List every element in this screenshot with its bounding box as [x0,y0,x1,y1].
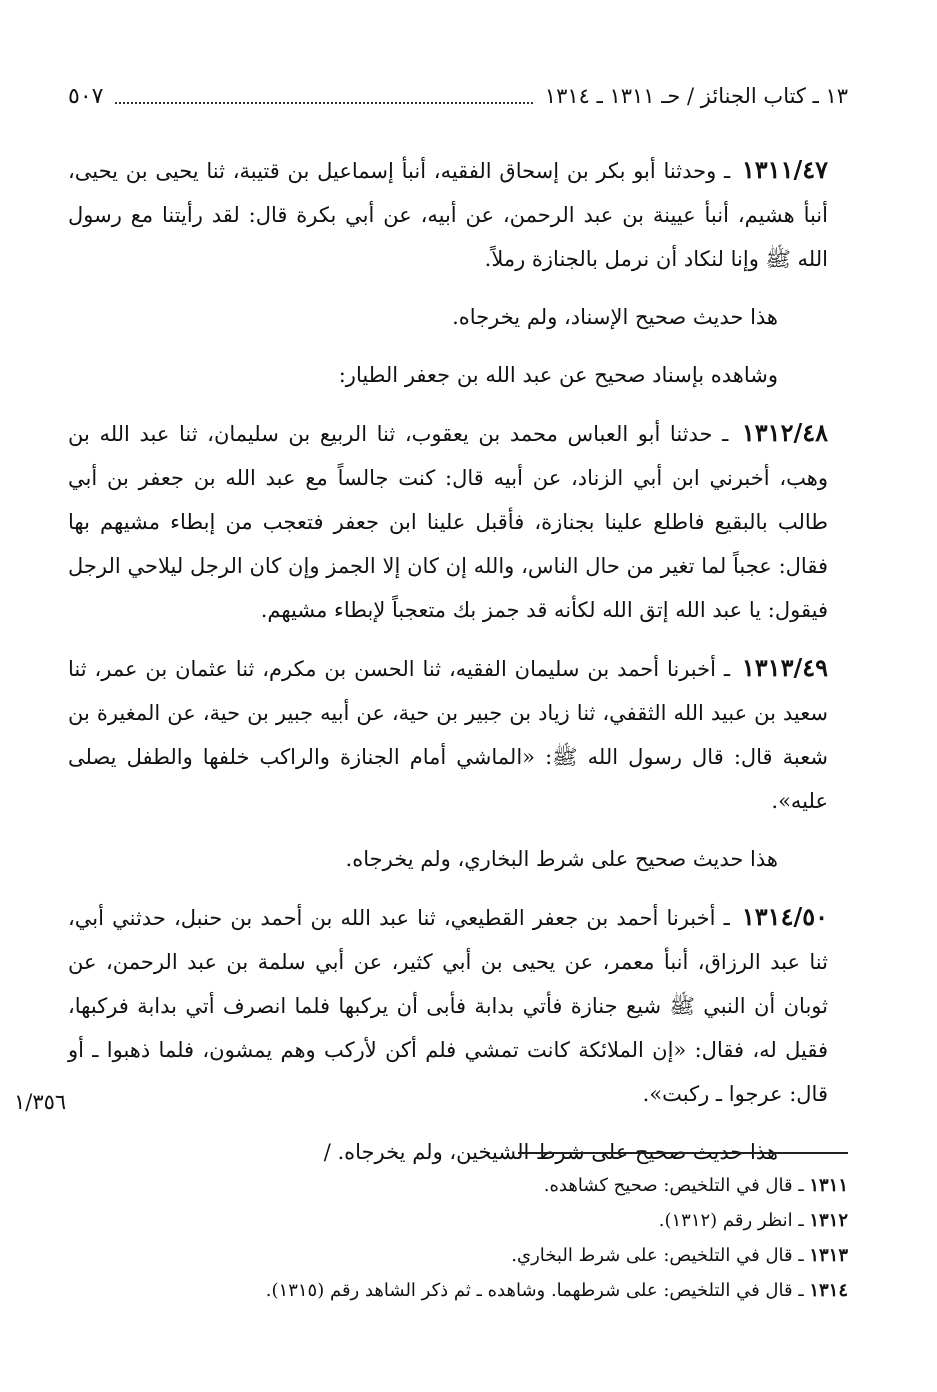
hadith-number: ١٣١٢/٤٨ [741,418,828,447]
footnotes [68,1168,848,1308]
hadith-paragraph [68,895,848,1116]
hadith-paragraph [68,148,848,281]
footnote-number: ١٣١١ [809,1175,848,1196]
footnote-text: ـ قال في التلخيص: على شرطهما. وشاهده ـ ثم ذكر الشاهد رقم (١٣١٥). [265,1280,810,1301]
footnote-number: ١٣١٣ [809,1245,848,1266]
hadith-text: ـ أخبرنا أحمد بن سليمان الفقيه، ثنا الحسن بن مكرم، ثنا عثمان بن عمر، ثنا سعيد بن عبيد الله الثقفي، ثنا زياد بن جبير بن حية، عن أبيه جبير بن حية، عن المغيرة بن شعبة قال: قال رسول الله ﷺ: «الماشي أمام الجنازة والراكب خلفها والطفل يصلى عليه». [68,657,828,813]
hadith-text: ـ أخبرنا أحمد بن جعفر القطيعي، ثنا عبد الله بن أحمد بن حنبل، حدثني أبي، ثنا عبد الرزاق، أنبأ معمر، عن يحيى بن أبي كثير، عن أبي سلمة بن عبد الرحمن، عن ثوبان أن النبي ﷺ شيع جنازة فأتي بدابة فأبى أن يركبها فلما انصرف أتي بدابة فركبها، فقيل له، فقال: «إن الملائكة كانت تمشي فلم أكن لأركب وهم يمشون، فلما ذهبوا ـ أو قال: عرجوا ـ ركبت». [68,906,828,1106]
footnote [68,1203,848,1238]
hadith-text: ـ حدثنا أبو العباس محمد بن يعقوب، ثنا الربيع بن سليمان، ثنا عبد الله بن وهب، أخبرني ابن أبي الزناد، عن أبيه قال: كنت جالساً مع عبد الله بن جعفر بن أبي طالب بالبقيع فاطلع علينا بجنازة، فأقبل علينا ابن جعفر فتعجب من إبطاء مشيهم بها فقال: عجباً لما تغير من حال الناس، والله إن كان إلا الجمز وإن كان الرجل ليلاحي الرجل فيقول: يا عبد الله إتق الله لكأنه قد جمز بك متعجباً لإبطاء مشيهم. [68,422,828,622]
footnote-divider [518,1152,848,1154]
footnote-text: ـ انظر رقم (١٣١٢). [658,1210,810,1231]
hadith-paragraph [68,646,848,823]
page-number: ٥٠٧ [68,83,104,109]
grading-text: هذا حديث صحيح الإسناد، ولم يخرجاه. [452,305,778,329]
header-dot-leader [115,102,532,104]
margin-reference: ١/٣٥٦ [14,1090,67,1114]
footnote-text: ـ قال في التلخيص: صحيح كشاهده. [543,1175,810,1196]
footnote-number: ١٣١٤ [809,1280,848,1301]
grading-text: هذا حديث صحيح على شرط الشيخين، ولم يخرجاه. / [323,1140,778,1164]
supporting-chain-intro [68,353,848,397]
supporting-chain-text: وشاهده بإسناد صحيح عن عبد الله بن جعفر الطيار: [338,363,778,387]
book-page [14,78,848,1358]
footnote-text: ـ قال في التلخيص: على شرط البخاري. [511,1245,810,1266]
grading-text: هذا حديث صحيح على شرط البخاري، ولم يخرجاه. [345,847,778,871]
grading-statement [68,295,848,339]
header-title: ١٣ ـ كتاب الجنائز / حـ ١٣١١ ـ ١٣١٤ [544,84,848,108]
footnote-number: ١٣١٢ [809,1210,848,1231]
main-text [68,148,848,1174]
hadith-number: ١٣١٤/٥٠ [741,902,828,931]
hadith-number: ١٣١٣/٤٩ [741,653,828,682]
hadith-number: ١٣١١/٤٧ [741,155,828,184]
grading-statement [68,837,848,881]
footnote [68,1168,848,1203]
footnote [68,1238,848,1273]
footnote [68,1273,848,1308]
hadith-text: ـ وحدثنا أبو بكر بن إسحاق الفقيه، أنبأ إسماعيل بن قتيبة، ثنا يحيى بن يحيى، أنبأ هشيم، أنبأ عيينة بن عبد الرحمن، عن أبيه، عن أبي بكرة قال: لقد رأيتنا مع رسول الله ﷺ وإنا لنكاد أن نرمل بالجنازة رملاً. [68,159,828,271]
running-header [68,78,848,114]
hadith-paragraph [68,411,848,632]
